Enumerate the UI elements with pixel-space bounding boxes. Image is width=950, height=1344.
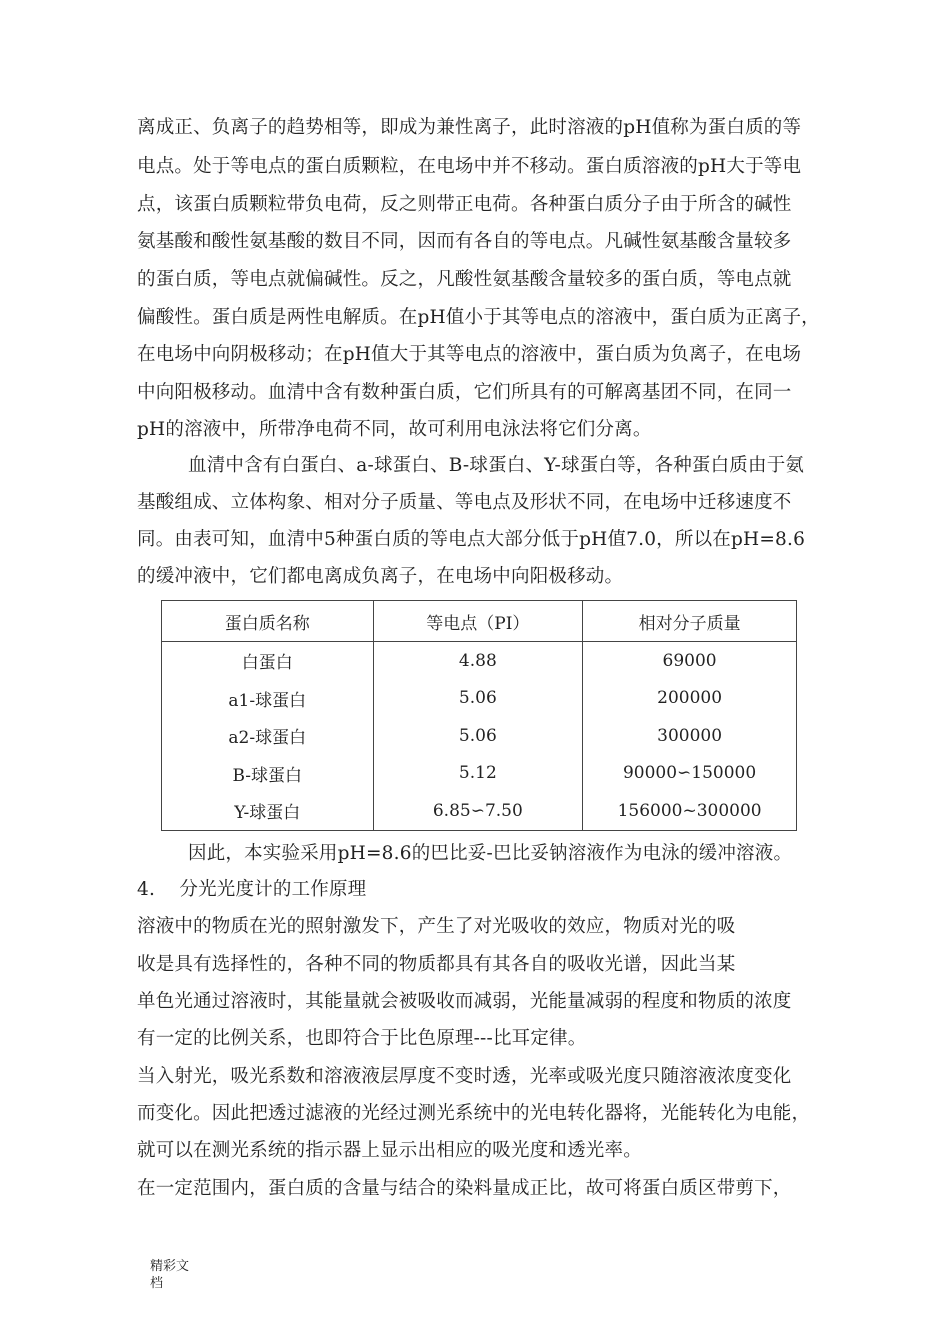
table-cell: 156000~300000 xyxy=(583,792,797,830)
section-heading: 4. 分光光度计的工作原理 xyxy=(137,879,367,900)
paragraph-line: 单色光通过溶液时，其能量就会被吸收而减弱，光能量减弱的程度和物质的浓度 xyxy=(137,991,792,1012)
table-cell: 6.85∽7.50 xyxy=(373,792,583,830)
paragraph-line: 基酸组成、立体构象、相对分子质量、等电点及形状不同，在电场中迁移速度不 xyxy=(137,492,792,513)
table-header-row xyxy=(162,601,797,642)
paragraph-line: 收是具有选择性的，各种不同的物质都具有其各自的吸收光谱，因此当某 xyxy=(137,954,736,975)
table-cell: 白蛋白 xyxy=(162,642,374,680)
paragraph-line: 氨基酸和酸性氨基酸的数目不同，因而有各自的等电点。凡碱性氨基酸含量较多 xyxy=(137,231,792,252)
paragraph-line: 因此，本实验采用pH=8.6的巴比妥-巴比妥钠溶液作为电泳的缓冲溶液。 xyxy=(188,843,793,864)
table-header-cell: 相对分子质量 xyxy=(583,601,797,642)
paragraph-line: 在电场中向阴极移动；在pH值大于其等电点的溶液中，蛋白质为负离子，在电场 xyxy=(137,344,802,365)
table-cell: Y-球蛋白 xyxy=(162,792,374,830)
table-cell: 200000 xyxy=(583,680,797,718)
table-cell: a2-球蛋白 xyxy=(162,717,374,755)
table-row xyxy=(162,717,797,755)
table-cell: 5.12 xyxy=(373,755,583,793)
table-cell: 300000 xyxy=(583,717,797,755)
paragraph-line: 点，该蛋白质颗粒带负电荷，反之则带正电荷。各种蛋白质分子由于所含的碱性 xyxy=(137,194,792,215)
paragraph-line: 当入射光，吸光系数和溶液液层厚度不变时透，光率或吸光度只随溶液浓度变化 xyxy=(137,1066,792,1087)
paragraph-line: 就可以在测光系统的指示器上显示出相应的吸光度和透光率。 xyxy=(137,1140,642,1161)
table-cell: B-球蛋白 xyxy=(162,755,374,793)
paragraph-line: 而变化。因此把透过滤液的光经过测光系统中的光电转化器将，光能转化为电能， xyxy=(137,1103,811,1124)
paragraph-line: 偏酸性。蛋白质是两性电解质。在pH值小于其等电点的溶液中，蛋白质为正离子， xyxy=(137,307,820,328)
table-cell: 69000 xyxy=(583,642,797,680)
table-header-cell: 等电点（PI） xyxy=(373,601,583,642)
table-row xyxy=(162,680,797,718)
paragraph-line: 溶液中的物质在光的照射激发下，产生了对光吸收的效应，物质对光的吸 xyxy=(137,916,736,937)
paragraph-line: 中向阳极移动。血清中含有数种蛋白质，它们所具有的可解离基团不同，在同一 xyxy=(137,382,792,403)
table-cell: a1-球蛋白 xyxy=(162,680,374,718)
paragraph-line: pH的溶液中，所带净电荷不同，故可利用电泳法将它们分离。 xyxy=(137,419,652,440)
page-footer xyxy=(150,1258,200,1292)
table-cell: 5.06 xyxy=(373,717,583,755)
table-row xyxy=(162,755,797,793)
table-cell: 4.88 xyxy=(373,642,583,680)
table-header-cell: 蛋白质名称 xyxy=(162,601,374,642)
paragraph-line: 的蛋白质，等电点就偏碱性。反之，凡酸性氨基酸含量较多的蛋白质，等电点就 xyxy=(137,269,792,290)
table-row xyxy=(162,792,797,830)
footer-text: 精彩文 xyxy=(150,1259,190,1274)
table-cell: 90000∽150000 xyxy=(583,755,797,793)
paragraph-line: 在一定范围内，蛋白质的含量与结合的染料量成正比，故可将蛋白质区带剪下， xyxy=(137,1178,792,1199)
paragraph-line: 电点。处于等电点的蛋白质颗粒，在电场中并不移动。蛋白质溶液的pH大于等电 xyxy=(137,156,802,177)
paragraph-line: 有一定的比例关系，也即符合于比色原理---比耳定律。 xyxy=(137,1028,587,1049)
footer-text: 档 xyxy=(150,1276,164,1291)
paragraph-line: 同。由表可知，血清中5种蛋白质的等电点大部分低于pH值7.0，所以在pH=8.6 xyxy=(137,529,806,550)
paragraph-line: 血清中含有白蛋白、a-球蛋白、B-球蛋白、Y-球蛋白等，各种蛋白质由于氨 xyxy=(188,455,805,476)
paragraph-line: 的缓冲液中，它们都电离成负离子，在电场中向阳极移动。 xyxy=(137,566,624,587)
isoelectric-point-table xyxy=(161,600,797,831)
paragraph-line: 离成正、负离子的趋势相等，即成为兼性离子，此时溶液的pH值称为蛋白质的等 xyxy=(137,117,802,138)
table-row xyxy=(162,642,797,680)
table-cell: 5.06 xyxy=(373,680,583,718)
